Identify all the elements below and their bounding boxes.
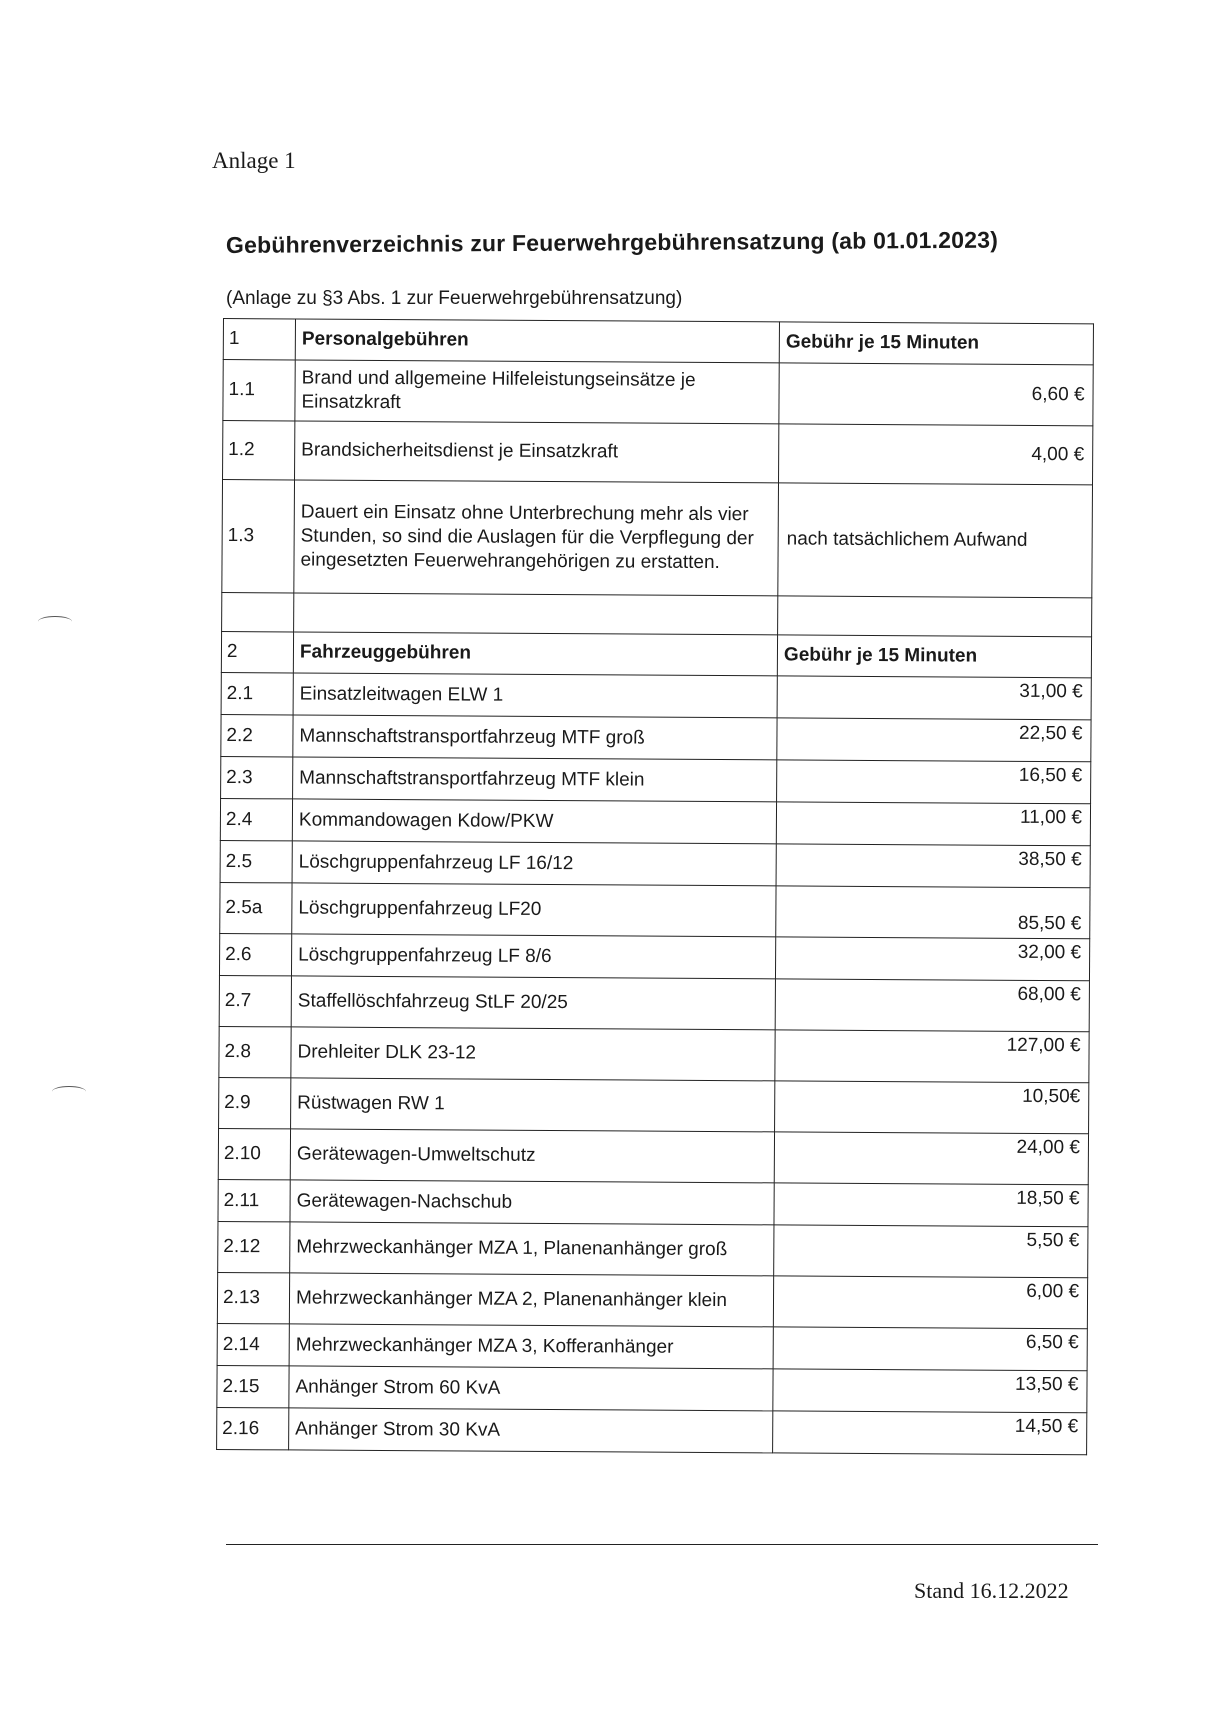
item-description: Mehrzweckanhänger MZA 1, Planenanhänger groß [290, 1222, 774, 1276]
item-description: Mannschaftstransportfahrzeug MTF klein [293, 757, 777, 802]
item-number: 2.14 [217, 1323, 289, 1365]
section-heading: Personalgebühren [295, 319, 779, 363]
item-number: 2.11 [218, 1179, 290, 1221]
table-row [218, 1128, 1088, 1184]
fee-table [216, 318, 1094, 1455]
item-number: 2.12 [218, 1221, 290, 1272]
table-row [218, 1179, 1088, 1226]
item-description: Anhänger Strom 30 KvA [289, 1408, 773, 1453]
item-fee: 13,50 € [773, 1369, 1087, 1413]
item-description: Löschgruppenfahrzeug LF 16/12 [292, 841, 776, 886]
item-description: Mehrzweckanhänger MZA 2, Planenanhänger klein [289, 1273, 773, 1327]
empty-row [222, 592, 1092, 636]
item-number: 1.2 [223, 421, 295, 480]
item-fee: 6,50 € [773, 1327, 1087, 1371]
item-number: 2.8 [219, 1026, 291, 1077]
table-row [220, 882, 1090, 938]
item-description: Rüstwagen RW 1 [291, 1078, 775, 1132]
item-description: Mehrzweckanhänger MZA 3, Kofferanhänger [289, 1324, 773, 1369]
item-description: Dauert ein Einsatz ohne Unterbrechung mehr als vier Stunden, so sind die Auslagen für die Verpflegung der eingesetzten Feuerwehrangehörigen zu erstatten. [294, 480, 779, 596]
section-number: 1 [223, 319, 295, 360]
item-number: 2.9 [219, 1077, 291, 1128]
item-fee: 6,60 € [779, 363, 1093, 426]
item-fee: 85,50 € [776, 886, 1090, 939]
table-row [221, 672, 1091, 719]
item-fee: 11,00 € [776, 802, 1090, 846]
item-fee: 32,00 € [775, 937, 1089, 981]
item-fee: 22,50 € [777, 718, 1091, 762]
table-row [221, 714, 1091, 761]
item-number: 2.15 [217, 1365, 289, 1407]
document-subtitle: (Anlage zu §3 Abs. 1 zur Feuerwehrgebührensatzung) [226, 288, 683, 309]
item-fee: 5,50 € [774, 1225, 1088, 1278]
item-description: Einsatzleitwagen ELW 1 [293, 673, 777, 718]
document-title: Gebührenverzeichnis zur Feuerwehrgebührensatzung (ab 01.01.2023) [225, 226, 999, 258]
item-fee: 14,50 € [773, 1411, 1087, 1455]
item-number: 2.5 [220, 840, 292, 882]
table-row [219, 1077, 1089, 1133]
item-number: 2.13 [217, 1272, 289, 1323]
table-row [217, 1323, 1087, 1370]
item-fee: 68,00 € [775, 979, 1089, 1032]
item-number: 2.1 [221, 672, 293, 714]
item-number: 2.6 [219, 933, 291, 975]
item-description: Brandsicherheitsdienst je Einsatzkraft [295, 421, 779, 483]
item-fee: 127,00 € [775, 1030, 1089, 1083]
item-fee: 4,00 € [779, 424, 1093, 485]
table-row [220, 798, 1090, 845]
item-fee: 31,00 € [777, 676, 1091, 720]
table-row [223, 360, 1093, 426]
item-fee: nach tatsächlichem Aufwand [778, 483, 1093, 598]
table-row [217, 1272, 1087, 1328]
item-description: Mannschaftstransportfahrzeug MTF groß [293, 715, 777, 760]
item-fee: 24,00 € [774, 1132, 1088, 1185]
fee-column-heading: Gebühr je 15 Minuten [779, 322, 1093, 365]
item-number: 2.10 [218, 1128, 290, 1179]
section-number: 2 [221, 631, 293, 672]
annex-label: Anlage 1 [212, 148, 296, 173]
footer-divider [226, 1544, 1098, 1545]
item-fee: 16,50 € [777, 760, 1091, 804]
table-row [220, 840, 1090, 887]
section-header-row [221, 631, 1091, 677]
table-row [219, 1026, 1089, 1082]
table-row [222, 480, 1093, 598]
item-fee: 18,50 € [774, 1183, 1088, 1227]
fee-column-heading: Gebühr je 15 Minuten [777, 635, 1091, 678]
item-description: Gerätewagen-Umweltschutz [290, 1129, 774, 1183]
table-row [223, 421, 1093, 485]
section-header-row [223, 319, 1093, 365]
item-description: Staffellöschfahrzeug StLF 20/25 [291, 976, 775, 1030]
item-description: Drehleiter DLK 23-12 [291, 1027, 775, 1081]
item-description: Gerätewagen-Nachschub [290, 1180, 774, 1225]
item-description: Brand und allgemeine Hilfeleistungseinsätze je Einsatzkraft [295, 360, 779, 424]
item-number: 1.3 [222, 480, 295, 593]
margin-mark [38, 616, 72, 627]
item-description: Löschgruppenfahrzeug LF20 [292, 883, 776, 937]
table-row [218, 1221, 1088, 1277]
stand-date: Stand 16.12.2022 [914, 1578, 1069, 1603]
item-fee: 38,50 € [776, 844, 1090, 888]
margin-mark [52, 1086, 86, 1097]
item-number: 1.1 [223, 360, 295, 421]
item-number: 2.5a [220, 882, 292, 933]
table-row [217, 1407, 1087, 1454]
item-fee: 6,00 € [773, 1276, 1087, 1329]
item-number: 2.16 [217, 1407, 289, 1449]
table-row [221, 756, 1091, 803]
item-number: 2.4 [220, 798, 292, 840]
item-fee: 10,50€ [775, 1081, 1089, 1134]
item-description: Löschgruppenfahrzeug LF 8/6 [291, 934, 775, 979]
item-number: 2.3 [221, 756, 293, 798]
item-number: 2.7 [219, 975, 291, 1026]
item-number: 2.2 [221, 714, 293, 756]
table-row [219, 975, 1089, 1031]
section-heading: Fahrzeuggebühren [293, 632, 777, 676]
table-row [219, 933, 1089, 980]
item-description: Kommandowagen Kdow/PKW [292, 799, 776, 844]
item-description: Anhänger Strom 60 KvA [289, 1366, 773, 1411]
table-row [217, 1365, 1087, 1412]
